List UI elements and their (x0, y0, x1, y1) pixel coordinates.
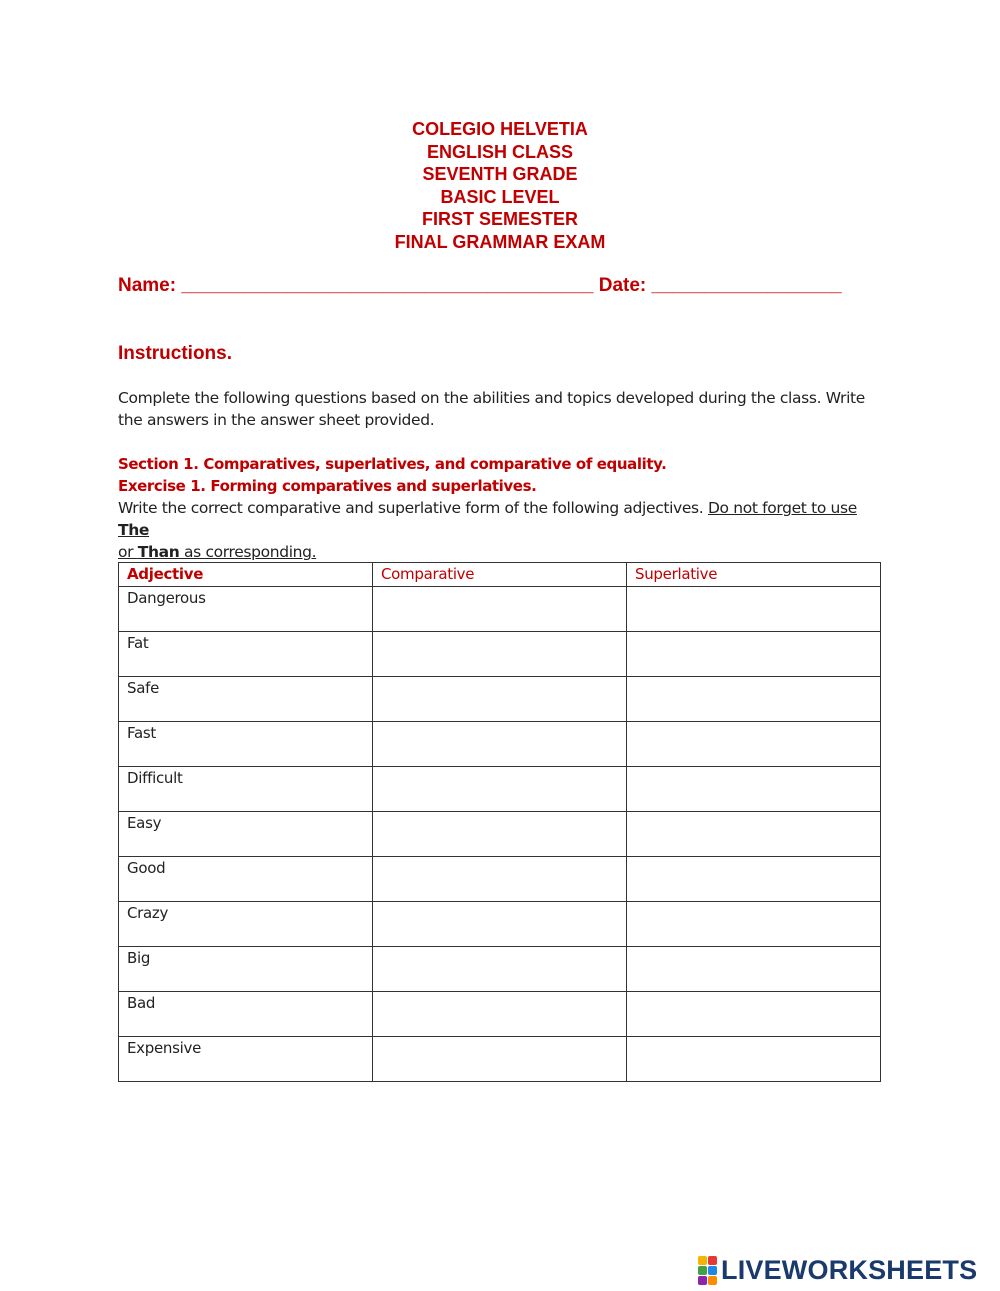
comparative-answer-cell[interactable] (373, 767, 627, 812)
instruction-than: Than (137, 543, 180, 561)
table-header-row (119, 563, 881, 587)
superlative-answer-cell[interactable] (627, 632, 881, 677)
comparative-answer-cell[interactable] (373, 1037, 627, 1082)
table-row (119, 632, 881, 677)
exercise-instruction (118, 497, 888, 563)
instruction-underlined-1: Do not forget to use (707, 499, 857, 517)
table-row (119, 902, 881, 947)
table-row (119, 1037, 881, 1082)
liveworksheets-logo-icon (698, 1256, 717, 1285)
school-name: COLEGIO HELVETIA (412, 119, 588, 139)
liveworksheets-logo[interactable] (698, 1256, 977, 1284)
superlative-answer-cell[interactable] (627, 587, 881, 632)
instruction-underlined-2: or (118, 543, 138, 561)
superlative-answer-cell[interactable] (627, 812, 881, 857)
grade: SEVENTH GRADE (422, 164, 578, 184)
table-row (119, 677, 881, 722)
superlative-answer-cell[interactable] (627, 902, 881, 947)
adjective-cell: Fat (119, 632, 373, 677)
table-row (119, 992, 881, 1037)
name-date-line (118, 275, 842, 297)
logo-block (708, 1276, 717, 1285)
table-row (119, 722, 881, 767)
table-row (119, 947, 881, 992)
date-label: Date: (598, 275, 647, 296)
adjectives-table (118, 562, 881, 1082)
instruction-underlined-3: as corresponding. (179, 543, 317, 561)
table-row (119, 857, 881, 902)
superlative-answer-cell[interactable] (627, 677, 881, 722)
header-adjective: Adjective (119, 563, 373, 587)
adjective-cell: Safe (119, 677, 373, 722)
liveworksheets-logo-text: LIVEWORKSHEETS (721, 1254, 978, 1285)
section-title: Section 1. Comparatives, superlatives, and comparative of equality. (118, 455, 667, 473)
exam-title: FINAL GRAMMAR EXAM (394, 231, 606, 252)
adjective-cell: Easy (119, 812, 373, 857)
comparative-answer-cell[interactable] (373, 587, 627, 632)
table-row (119, 587, 881, 632)
level: BASIC LEVEL (440, 186, 560, 207)
name-field[interactable]: _______________________________________ (181, 275, 594, 296)
name-label: Name: (118, 275, 177, 296)
adjective-cell: Difficult (119, 767, 373, 812)
header-superlative: Superlative (627, 563, 881, 587)
table-row (119, 767, 881, 812)
exercise-title: Exercise 1. Forming comparatives and superlatives. (118, 477, 537, 495)
adjective-cell: Bad (119, 992, 373, 1037)
adjective-cell: Big (119, 947, 373, 992)
logo-block (708, 1266, 717, 1275)
instruction-plain: Write the correct comparative and superlative form of the following adjectives. (118, 499, 708, 517)
adjective-cell: Crazy (119, 902, 373, 947)
exam-header (0, 118, 1000, 253)
comparative-answer-cell[interactable] (373, 992, 627, 1037)
logo-block (698, 1266, 707, 1275)
superlative-answer-cell[interactable] (627, 1037, 881, 1082)
logo-block (708, 1256, 717, 1265)
semester: FIRST SEMESTER (421, 209, 578, 229)
comparative-answer-cell[interactable] (373, 947, 627, 992)
header-comparative: Comparative (373, 563, 627, 587)
logo-block (698, 1276, 707, 1285)
superlative-answer-cell[interactable] (627, 992, 881, 1037)
adjective-cell: Fast (119, 722, 373, 767)
comparative-answer-cell[interactable] (373, 677, 627, 722)
superlative-answer-cell[interactable] (627, 767, 881, 812)
comparative-answer-cell[interactable] (373, 902, 627, 947)
adjective-cell: Good (119, 857, 373, 902)
superlative-answer-cell[interactable] (627, 947, 881, 992)
class-name: ENGLISH CLASS (426, 141, 573, 162)
superlative-answer-cell[interactable] (627, 857, 881, 902)
logo-block (698, 1256, 707, 1265)
comparative-answer-cell[interactable] (373, 632, 627, 677)
adjective-cell: Expensive (119, 1037, 373, 1082)
comparative-answer-cell[interactable] (373, 722, 627, 767)
instructions-text: Complete the following questions based on the abilities and topics developed during the class. Write the answers in the answer sheet provided. (118, 389, 865, 429)
instruction-the: The (118, 521, 150, 539)
superlative-answer-cell[interactable] (627, 722, 881, 767)
comparative-answer-cell[interactable] (373, 857, 627, 902)
instructions-title: Instructions. (118, 343, 233, 364)
comparative-answer-cell[interactable] (373, 812, 627, 857)
adjective-cell: Dangerous (119, 587, 373, 632)
date-field[interactable]: __________________ (651, 275, 842, 296)
table-row (119, 812, 881, 857)
